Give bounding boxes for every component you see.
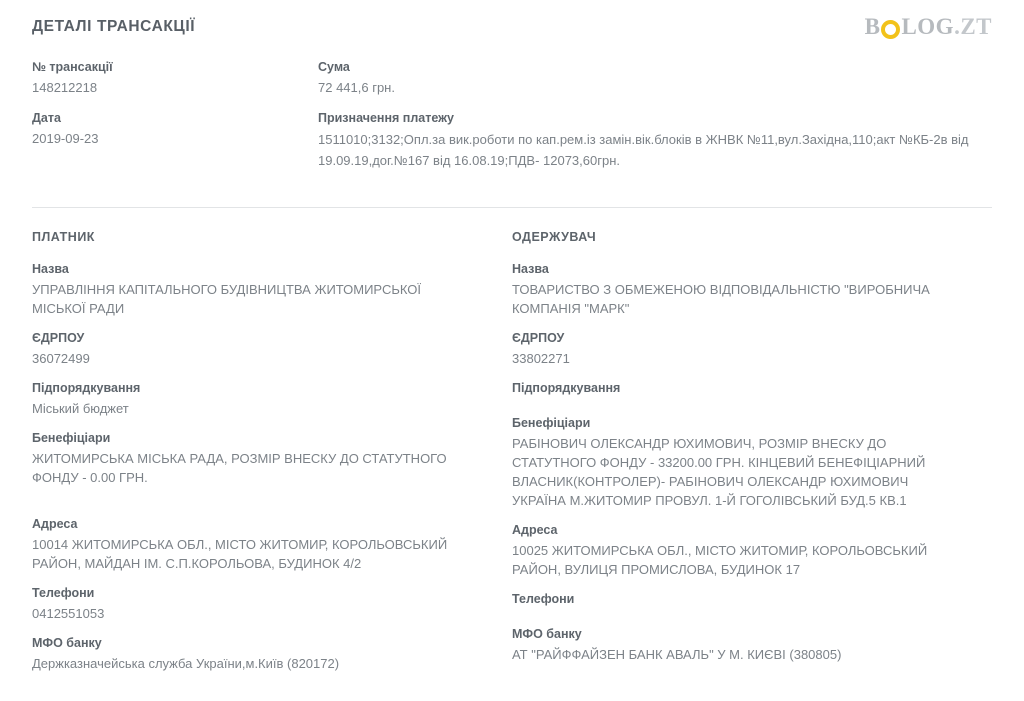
recipient-phones-field — [512, 592, 952, 614]
recipient-subordination-field — [512, 381, 952, 403]
payer-name-field — [32, 262, 472, 318]
payer-phones-value: 0412551053 — [32, 606, 105, 621]
parties-section — [32, 230, 992, 686]
recipient-address-field — [512, 523, 952, 579]
purpose-value: 1511010;3132;Опл.за вик.роботи по кап.рем.із замін.вік.блоків в ЖНВК №11,вул.Західна,110;акт №КБ-2в від 19.09.19,дог.№167 від 16.08.19;ПДВ- 12073,60грн. — [318, 132, 969, 168]
payer-subordination-value: Міський бюджет — [32, 401, 129, 416]
recipient-beneficiaries-value: РАБІНОВИЧ ОЛЕКСАНДР ЮХИМОВИЧ, РОЗМІР ВНЕСКУ ДО СТАТУТНОГО ФОНДУ - 33200.00 ГРН. КІНЦЕВИЙ БЕНЕФІЦІАРНИЙ ВЛАСНИК(КОНТРОЛЕР)- РАБІНОВИЧ ОЛЕКСАНДР ЮХИМОВИЧ УКРАЇНА М.ЖИТОМИР ПРОВУЛ. 1-Й ГОГОЛІВСЬКИЙ БУД.5 КВ.1 — [512, 436, 926, 508]
recipient-beneficiaries-label: Бенефіціари — [512, 416, 591, 430]
recipient-bank-mfo-label: МФО банку — [512, 627, 582, 641]
recipient-address-value: 10025 ЖИТОМИРСЬКА ОБЛ., МІСТО ЖИТОМИР, КОРОЛЬОВСЬКИЙ РАЙОН, ВУЛИЦЯ ПРОМИСЛОВА, БУДИНОК 17 — [512, 543, 928, 577]
date-value: 2019-09-23 — [32, 131, 99, 146]
page-title: ДЕТАЛІ ТРАНСАКЦІЇ — [32, 18, 196, 35]
recipient-beneficiaries-field — [512, 416, 952, 510]
payer-bank-mfo-field — [32, 636, 472, 673]
recipient-section-title: ОДЕРЖУВАЧ — [512, 230, 597, 244]
logo-suffix-text: LOG — [901, 14, 955, 39]
logo-prefix-text: B — [864, 14, 881, 39]
purpose-field — [318, 111, 992, 171]
purpose-label: Призначення платежу — [318, 111, 454, 125]
recipient-phones-value — [512, 610, 952, 614]
recipient-bank-mfo-field — [512, 627, 952, 664]
amount-field — [318, 60, 992, 97]
recipient-phones-label: Телефони — [512, 592, 575, 606]
recipient-name-field — [512, 262, 952, 318]
payer-edrpou-field — [32, 331, 472, 368]
summary-right-column — [318, 60, 992, 185]
payer-block — [32, 230, 512, 686]
recipient-edrpou-field — [512, 331, 952, 368]
recipient-edrpou-label: ЄДРПОУ — [512, 331, 565, 345]
payer-edrpou-label: ЄДРПОУ — [32, 331, 85, 345]
payer-bank-mfo-value: Держказначейська служба України,м.Київ (820172) — [32, 656, 340, 671]
payer-beneficiaries-label: Бенефіціари — [32, 431, 111, 445]
payer-edrpou-value: 36072499 — [32, 351, 90, 366]
summary-left-column — [32, 60, 318, 185]
payer-subordination-field — [32, 381, 472, 418]
page-header — [32, 0, 992, 40]
date-field — [32, 111, 318, 148]
payer-beneficiaries-field — [32, 431, 472, 487]
transaction-number-value: 148212218 — [32, 80, 98, 95]
recipient-subordination-value — [512, 399, 952, 403]
payer-address-value: 10014 ЖИТОМИРСЬКА ОБЛ., МІСТО ЖИТОМИР, КОРОЛЬОВСЬКИЙ РАЙОН, МАЙДАН ІМ. С.П.КОРОЛЬОВА, БУДИНОК 4/2 — [32, 537, 448, 571]
recipient-edrpou-value: 33802271 — [512, 351, 570, 366]
payer-name-label: Назва — [32, 262, 69, 276]
payer-name-value: УПРАВЛІННЯ КАПІТАЛЬНОГО БУДІВНИЦТВА ЖИТОМИРСЬКОЇ МІСЬКОЇ РАДИ — [32, 282, 422, 316]
summary-section — [32, 60, 992, 185]
recipient-block — [512, 230, 992, 686]
recipient-subordination-label: Підпорядкування — [512, 381, 621, 395]
logo-tail-text: .ZT — [954, 14, 992, 39]
recipient-address-label: Адреса — [512, 523, 558, 537]
logo-ring-icon — [881, 20, 900, 39]
amount-label: Сума — [318, 60, 350, 74]
site-logo[interactable] — [865, 14, 992, 40]
section-divider — [32, 207, 992, 208]
payer-section-title: ПЛАТНИК — [32, 230, 95, 244]
payer-subordination-label: Підпорядкування — [32, 381, 141, 395]
payer-phones-label: Телефони — [32, 586, 95, 600]
payer-address-field — [32, 517, 472, 573]
payer-bank-mfo-label: МФО банку — [32, 636, 102, 650]
recipient-name-value: ТОВАРИСТВО З ОБМЕЖЕНОЮ ВІДПОВІДАЛЬНІСТЮ "ВИРОБНИЧА КОМПАНІЯ "МАРК" — [512, 282, 930, 316]
recipient-name-label: Назва — [512, 262, 549, 276]
payer-address-label: Адреса — [32, 517, 78, 531]
transaction-number-label: № трансакції — [32, 60, 113, 74]
recipient-bank-mfo-value: АТ "РАЙФФАЙЗЕН БАНК АВАЛЬ" У М. КИЄВІ (380805) — [512, 647, 842, 662]
amount-value: 72 441,6 грн. — [318, 80, 395, 95]
transaction-number-field — [32, 60, 318, 97]
date-label: Дата — [32, 111, 61, 125]
payer-phones-field — [32, 586, 472, 623]
payer-beneficiaries-value: ЖИТОМИРСЬКА МІСЬКА РАДА, РОЗМІР ВНЕСКУ ДО СТАТУТНОГО ФОНДУ - 0.00 ГРН. — [32, 451, 447, 485]
